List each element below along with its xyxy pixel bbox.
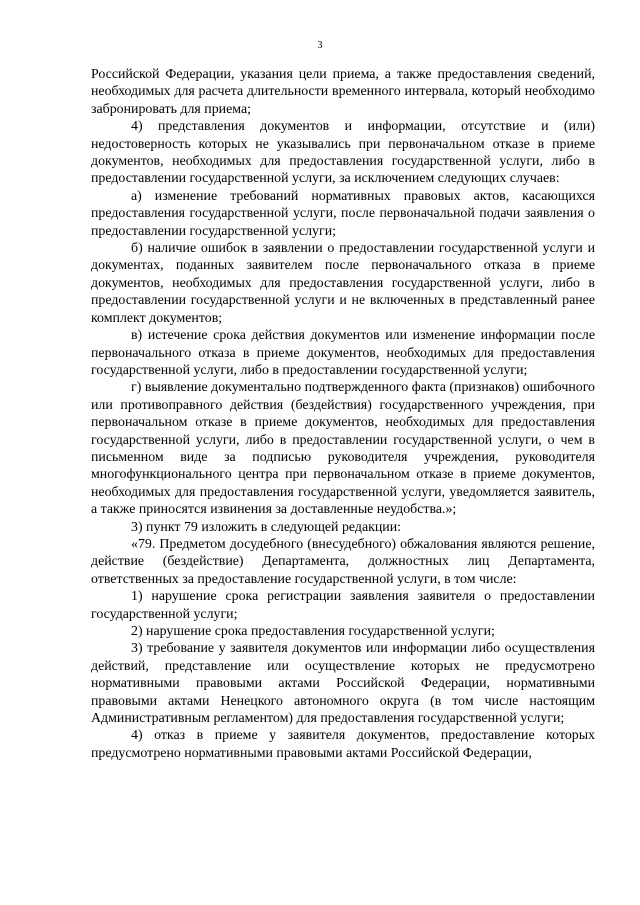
paragraph-clause-79-item-4: 4) отказ в приеме у заявителя документов, предоставление которых предусмотрено нормативными правовыми актами Российской Федерации, [91, 728, 595, 761]
document-body [91, 66, 595, 762]
paragraph-amendment-3: 3) пункт 79 изложить в следующей редакции: [131, 519, 402, 535]
paragraph-clause-79-item-2: 2) нарушение срока предоставления государственной услуги; [131, 624, 495, 639]
paragraph-subitem-a: а) изменение требований нормативных правовых актов, касающихся предоставления государственной услуги, после первоначальной подачи заявления о предоставлении государственной услуги; [91, 188, 595, 239]
paragraph-clause-79-item-1: 1) нарушение срока регистрации заявления заявителя о предоставлении государственной услуги; [91, 589, 595, 622]
paragraph-subitem-v: в) истечение срока действия документов или изменение информации после первоначального отказа в приеме документов, необходимых для предоставления государственной услуги, либо в предоставлении государственной услуги; [91, 328, 595, 378]
page-number: 3 [317, 40, 323, 51]
paragraph-item-4: 4) представления документов и информации, отсутствие и (или) недостоверность которых не указывались при первоначальном отказе в приеме документов, необходимых для предоставления государственной услуги, либо в предоставлении государственной услуги, за исключением следующих случаев: [91, 119, 595, 187]
paragraph-clause-79-item-3: 3) требование у заявителя документов или информации либо осуществления действий, представление или осуществление которых не предусмотрено нормативными правовыми актами Российской Федерации, нормативными правовыми актами Ненецкого автономного округа (в том числе настоящим Административным регламентом) для предоставления государственной услуги; [91, 641, 595, 727]
paragraph-clause-79: «79. Предметом досудебного (внесудебного) обжалования являются решение, действие (бездействие) Департамента, должностных лиц Департамента, ответственных за предоставление государственной услуги, в том числе: [91, 536, 595, 587]
paragraph-subitem-b: б) наличие ошибок в заявлении о предоставлении государственной услуги и документах, поданных заявителем после первоначального отказа в приеме документов, необходимых для предоставления государственной услуги, либо в предоставлении государственной услуги и не включенных в представленный ранее комплект документов; [91, 241, 595, 326]
paragraph-continuation: Российской Федерации, указания цели приема, а также предоставления сведений, необходимых для расчета длительности временного интервала, который необходимо забронировать для приема; [91, 67, 595, 117]
paragraph-subitem-g: г) выявление документально подтвержденного факта (признаков) ошибочного или противоправного действия (бездействия) государственного учреждения, при первоначальном отказе в приеме документов, необходимых для предоставления государственной услуги, либо в предоставлении государственной услуги, о чем в письменном виде за подписью руководителя учреждения, руководителя многофункционального центра при первоначальном отказе в приеме документов, необходимых для предоставления государственной услуги, уведомляется заявитель, а также приносятся извинения за доставленные неудобства.»; [91, 380, 595, 518]
